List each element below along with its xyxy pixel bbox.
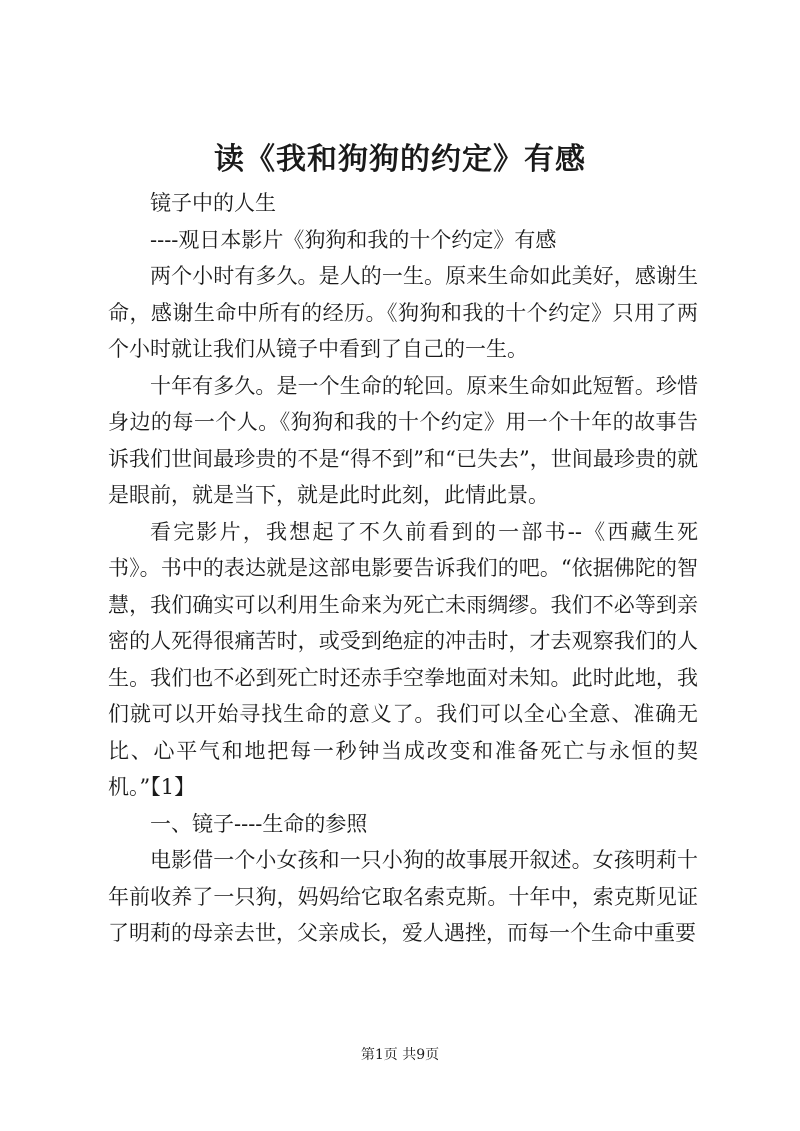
page-footer: 第1页 共9页: [360, 1047, 440, 1063]
paragraph-1: 两个小时有多久。是人的一生。原来生命如此美好，感谢生命，感谢生命中所有的经历。《狗狗和我的十个约定》只用了两个小时就让我们从镜子中看到了自己的一生。: [108, 264, 698, 361]
paragraph-4: 电影借一个小女孩和一只小狗的故事展开叙述。女孩明莉十年前收养了一只狗，妈妈给它取名索克斯。十年中，索克斯见证了明莉的母亲去世，父亲成长，爱人遇挫，而每一个生命中重要: [108, 848, 698, 945]
document-body: [108, 185, 698, 952]
section-heading: 一、镜子----生命的参照: [150, 811, 368, 836]
paragraph-subtitle: 镜子中的人生: [150, 191, 276, 215]
paragraph-3: 看完影片，我想起了不久前看到的一部书--《西藏生死书》。书中的表达就是这部电影要告诉我们的吧。“依据佛陀的智慧，我们确实可以利用生命来为死亡未雨绸缪。我们不必等到亲密的人死得很痛苦时，或受到绝症的冲击时，才去观察我们的人生。我们也不必到死亡时还赤手空拳地面对未知。此时此地，我们就可以开始寻找生命的意义了。我们可以全心全意、准确无比、心平气和地把每一秒钟当成改变和准备死亡与永恒的契机。”【1】: [108, 519, 698, 799]
paragraph-subheading: ----观日本影片《狗狗和我的十个约定》有感: [150, 227, 557, 252]
document-title: 读《我和狗狗的约定》有感: [214, 142, 586, 177]
paragraph-2: 十年有多久。是一个生命的轮回。原来生命如此短暂。珍惜身边的每一个人。《狗狗和我的十个约定》用一个十年的故事告诉我们世间最珍贵的不是“得不到”和“已失去”，世间最珍贵的就是眼前，就是当下，就是此时此刻，此情此景。: [108, 373, 698, 507]
